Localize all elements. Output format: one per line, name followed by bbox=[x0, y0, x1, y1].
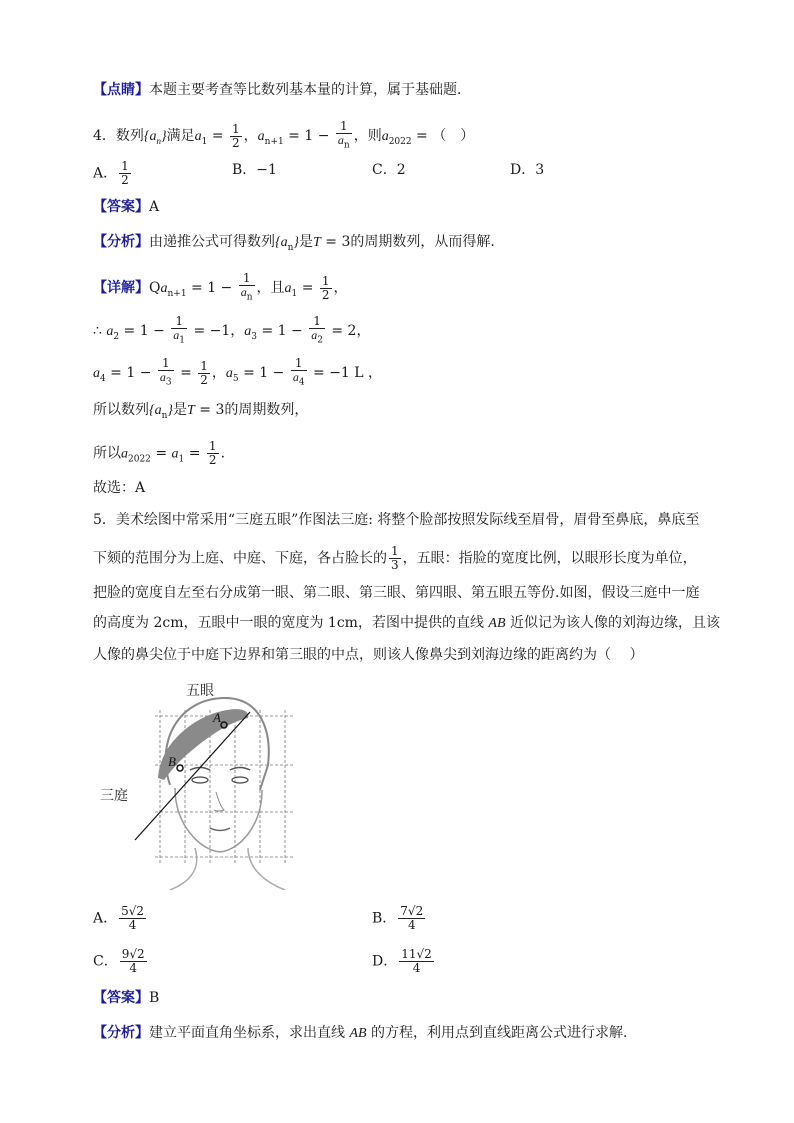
q4-prefix: 4．数列 bbox=[93, 128, 144, 145]
s3-a5: a bbox=[225, 366, 233, 382]
q5-answer bbox=[93, 988, 159, 1008]
q4-an1-sub: n+1 bbox=[264, 137, 284, 147]
s3-a4-sub: 4 bbox=[100, 374, 106, 384]
q4-fraction bbox=[230, 123, 242, 150]
q5-line3: 把脸的宽度自左至右分成第一眼、第二眼、第三眼、第四眼、第五眼五等份.如图，假设三庭中一庭 bbox=[93, 585, 700, 601]
s3-d1: a bbox=[159, 370, 166, 384]
q4-analysis-text2: 是 bbox=[299, 234, 314, 250]
s3-rn: 1 bbox=[200, 358, 208, 373]
s2-r1: = −1 bbox=[189, 323, 231, 340]
q5-opt-c-den: 4 bbox=[129, 961, 137, 975]
q5-opt-b-num: 7√2 bbox=[400, 904, 424, 918]
q4-frac-num: 1 bbox=[232, 121, 240, 136]
q5-line2 bbox=[93, 545, 697, 572]
question-4-stem bbox=[93, 120, 474, 152]
q5-l4b: 近似记为该人像的刘海边缘，且该 bbox=[505, 615, 720, 631]
q4-detail-line5 bbox=[93, 440, 225, 469]
q5-opt-a-label: A． bbox=[93, 910, 118, 927]
s3-n1: 1 bbox=[158, 357, 174, 371]
s5-frac bbox=[207, 440, 219, 467]
q4-analysis-text1: 由递推公式可得数列 bbox=[149, 234, 275, 250]
q4-opt-a-num: 1 bbox=[121, 159, 129, 173]
q4-opt-a-den: 2 bbox=[121, 173, 129, 187]
s2-e1: = 1 − bbox=[119, 323, 170, 340]
q5-answer-value: B bbox=[149, 990, 160, 1006]
q4-a2022: a bbox=[381, 129, 389, 145]
s3-d2: a bbox=[292, 370, 299, 384]
s4-text2: 是 bbox=[173, 402, 188, 418]
label-point-a: A bbox=[213, 710, 221, 725]
q4-a2022-sub: 2022 bbox=[388, 137, 412, 147]
q5-opt-c-frac bbox=[120, 948, 147, 975]
s3-e1: = 1 − bbox=[105, 365, 156, 382]
q4-detail-end: ， bbox=[333, 280, 348, 297]
q5-opt-d-den: 4 bbox=[412, 961, 421, 975]
q4-detail-eq: = bbox=[297, 280, 318, 297]
q4-opt-a-frac bbox=[119, 160, 131, 187]
s5-end: . bbox=[220, 445, 226, 462]
q5-analysis-tag: 【分析】 bbox=[93, 1025, 149, 1041]
s2-e2: = 1 − bbox=[257, 323, 308, 340]
q5-analysis bbox=[93, 1023, 627, 1044]
q4-rec: = 1 − bbox=[283, 128, 334, 145]
q4-analysis-text3: = 3的周期数列，从而得解. bbox=[320, 234, 495, 250]
q4-seq-end: } bbox=[161, 129, 167, 145]
q5-analysis-ab: AB bbox=[349, 1026, 367, 1041]
s3-d1-sub: 3 bbox=[165, 377, 172, 388]
q4-analysis-seq-sub: n bbox=[287, 242, 294, 253]
note-line bbox=[93, 80, 471, 100]
q4-detail-rec: = 1 − bbox=[186, 280, 237, 297]
s2-r2: = 2 bbox=[326, 323, 357, 340]
s4-seq-sub: n bbox=[161, 410, 168, 421]
s3-e2: = 1 − bbox=[238, 365, 289, 382]
q5-opt-c-num: 9√2 bbox=[121, 947, 145, 961]
s2-d1: a bbox=[173, 328, 180, 342]
note-text: 本题主要考查等比数列基本量的计算，属于基础题． bbox=[149, 82, 471, 98]
q4-detail-a1-sub: 1 bbox=[291, 289, 298, 299]
q4-analysis-seq: {a bbox=[275, 235, 288, 250]
q4-detail-frac bbox=[239, 272, 255, 304]
q5-opt-a-den: 4 bbox=[128, 918, 137, 932]
q4-detail-f-den: 2 bbox=[321, 287, 330, 302]
s4-text1: 所以数列 bbox=[93, 402, 149, 418]
q4-detail-line2 bbox=[93, 315, 370, 347]
s3-a4: a bbox=[93, 366, 100, 382]
q5-line1: 5．美术绘图中常采用“三庭五眼”作图法三庭: 将整个脸部按照发际线至眉骨，眉骨至鼻底，鼻底至 bbox=[93, 512, 700, 528]
s5-a1: a bbox=[171, 446, 179, 462]
q5-opt-b-den: 4 bbox=[407, 918, 416, 932]
q4-seq-sub: n bbox=[156, 136, 162, 146]
q5-opt-a-frac bbox=[119, 905, 146, 932]
q5-analysis-text1: 建立平面直角坐标系，求出直线 bbox=[149, 1025, 350, 1041]
label-santing: 三庭 bbox=[100, 788, 128, 804]
s2-frac1 bbox=[171, 315, 187, 347]
q4-detail-and: ，且 bbox=[256, 280, 285, 297]
q4-analysis bbox=[93, 232, 495, 258]
s5-n: 1 bbox=[208, 439, 217, 453]
q4-analysis-tag: 【分析】 bbox=[93, 234, 149, 250]
s3-c: ， bbox=[211, 365, 226, 382]
s3-frac-result bbox=[198, 360, 210, 387]
q4-then: ，则 bbox=[353, 128, 382, 145]
q4-mid: 满足 bbox=[166, 128, 195, 145]
q4-analysis-seq-end: } bbox=[293, 235, 300, 250]
s5-a: a bbox=[121, 446, 128, 462]
q4-detail-line1 bbox=[93, 272, 348, 304]
s3-frac2 bbox=[291, 357, 307, 389]
q5-l2b: ，五眼：指脸的宽度比例，以眼形长度为单位， bbox=[402, 550, 697, 567]
q5-option-d[interactable] bbox=[372, 948, 436, 975]
q5-opt-d-label: D． bbox=[372, 953, 398, 970]
q4-rec-den: a bbox=[337, 133, 344, 147]
s2-end: ， bbox=[356, 323, 371, 340]
s3-d2-sub: 4 bbox=[298, 377, 305, 388]
q4-eq: = bbox=[207, 128, 229, 145]
q4-detail-line4 bbox=[93, 400, 308, 426]
q5-option-c[interactable] bbox=[93, 948, 149, 975]
q4-option-b[interactable]: B．−1 bbox=[232, 162, 277, 178]
q4-option-a[interactable] bbox=[93, 160, 133, 187]
s3-n2: 1 bbox=[291, 357, 307, 371]
q5-frac-num: 1 bbox=[391, 544, 399, 558]
q4-detail-den-sub: n bbox=[246, 292, 253, 303]
q4-detail-a1: a bbox=[284, 281, 292, 297]
label-point-b: B bbox=[168, 754, 176, 769]
q4-rec-fraction bbox=[336, 120, 352, 152]
q4-a1-sub: 1 bbox=[201, 137, 208, 147]
q5-l4a: 的高度为 2cm，五眼中一眼的宽度为 1cm，若图中提供的直线 bbox=[93, 615, 489, 631]
q5-opt-c-label: C． bbox=[93, 953, 118, 970]
s5-eq2: = bbox=[184, 445, 205, 462]
face-diagram bbox=[100, 680, 310, 890]
s4-seq: {a bbox=[149, 403, 162, 418]
q4-detail-a-sub: n+1 bbox=[167, 289, 187, 299]
q4-detail-den: a bbox=[240, 285, 247, 299]
s3-frac1 bbox=[158, 357, 174, 389]
s2-c: ， bbox=[230, 323, 245, 340]
q4-rec-den-sub: n bbox=[343, 140, 350, 151]
q4-option-d[interactable]: D．3 bbox=[510, 162, 545, 178]
note-tag: 【点睛】 bbox=[93, 82, 149, 98]
q5-answer-tag: 【答案】 bbox=[93, 990, 149, 1006]
q5-opt-b-label: B． bbox=[372, 910, 397, 927]
q5-opt-d-frac bbox=[399, 948, 434, 975]
q5-frac-den: 3 bbox=[391, 558, 399, 572]
q4-detail-num: 1 bbox=[239, 272, 255, 286]
s3-a5-sub: 5 bbox=[232, 374, 239, 384]
q4-detail-line3 bbox=[93, 357, 382, 389]
q5-analysis-text2: 的方程，利用点到直线距离公式进行求解. bbox=[366, 1025, 628, 1041]
q4-rec-num: 1 bbox=[336, 120, 352, 134]
q4-a1: a bbox=[194, 129, 202, 145]
q4-detail-tag: 【详解】 bbox=[93, 280, 149, 297]
q4-detail-a: a bbox=[160, 281, 168, 297]
q4-answer bbox=[93, 197, 159, 217]
q4-detail-q: Q bbox=[149, 280, 161, 297]
q4-detail-frac2 bbox=[320, 275, 332, 302]
s2-d2: a bbox=[311, 328, 318, 342]
q4-answer-tag: 【答案】 bbox=[93, 199, 149, 215]
s2-therefore: ∴ bbox=[93, 323, 107, 340]
s2-a2: a bbox=[106, 324, 114, 340]
q5-l2a: 下颏的范围分为上庭、中庭、下庭，各占脸长的 bbox=[93, 550, 387, 567]
q4-detail-f-num: 1 bbox=[321, 273, 330, 288]
q4-answer-value: A bbox=[149, 199, 160, 215]
q5-line5: 人像的鼻尖位于中庭下边界和第三眼的中点，则该人像鼻尖到刘海边缘的距离约为（ ） bbox=[93, 647, 644, 663]
q4-an1: a bbox=[257, 129, 265, 145]
s4-T: T bbox=[187, 403, 195, 418]
s2-n2: 1 bbox=[309, 315, 325, 329]
s3-rd: 2 bbox=[200, 372, 208, 387]
q5-option-b[interactable] bbox=[372, 905, 427, 932]
s2-d1-sub: 1 bbox=[179, 335, 185, 346]
q5-frac bbox=[389, 545, 401, 572]
s4-text3: = 3的周期数列， bbox=[194, 402, 309, 418]
s3-r2: = −1 L bbox=[308, 365, 364, 382]
q4-comma: ， bbox=[243, 128, 258, 145]
q5-line4 bbox=[93, 613, 720, 634]
s4-seq-end: } bbox=[167, 403, 174, 418]
q4-seq: {a bbox=[143, 129, 157, 145]
label-wuyan: 五眼 bbox=[186, 683, 214, 699]
s3-eq: = bbox=[175, 365, 197, 382]
q4-choose: 故选：A bbox=[93, 480, 146, 496]
s5-text: 所以 bbox=[93, 445, 121, 462]
q4-blank: = （ ） bbox=[411, 128, 475, 145]
q4-analysis-T: T bbox=[313, 235, 321, 250]
face-diagram-svg bbox=[100, 680, 310, 890]
q5-option-a[interactable] bbox=[93, 905, 148, 932]
q4-frac-den: 2 bbox=[232, 135, 240, 150]
q5-opt-d-num: 11√2 bbox=[401, 947, 432, 961]
q4-option-c[interactable]: C．2 bbox=[372, 162, 406, 178]
s2-d2-sub: 2 bbox=[317, 335, 323, 346]
q5-opt-a-num: 5√2 bbox=[121, 904, 145, 918]
s2-a3-sub: 3 bbox=[251, 332, 258, 342]
s3-end: ， bbox=[363, 365, 383, 382]
s2-n1: 1 bbox=[171, 315, 187, 329]
s5-eq: = bbox=[150, 445, 172, 462]
s2-frac2 bbox=[309, 315, 325, 347]
q5-opt-b-frac bbox=[398, 905, 425, 932]
s2-a2-sub: 2 bbox=[113, 332, 120, 342]
q5-l4-ab: AB bbox=[488, 616, 506, 631]
q4-opt-a-label: A． bbox=[93, 165, 118, 182]
s5-a1-sub: 1 bbox=[178, 454, 185, 465]
s5-d: 2 bbox=[208, 453, 217, 467]
s2-a3: a bbox=[244, 324, 252, 340]
s5-a-sub: 2022 bbox=[128, 454, 151, 465]
